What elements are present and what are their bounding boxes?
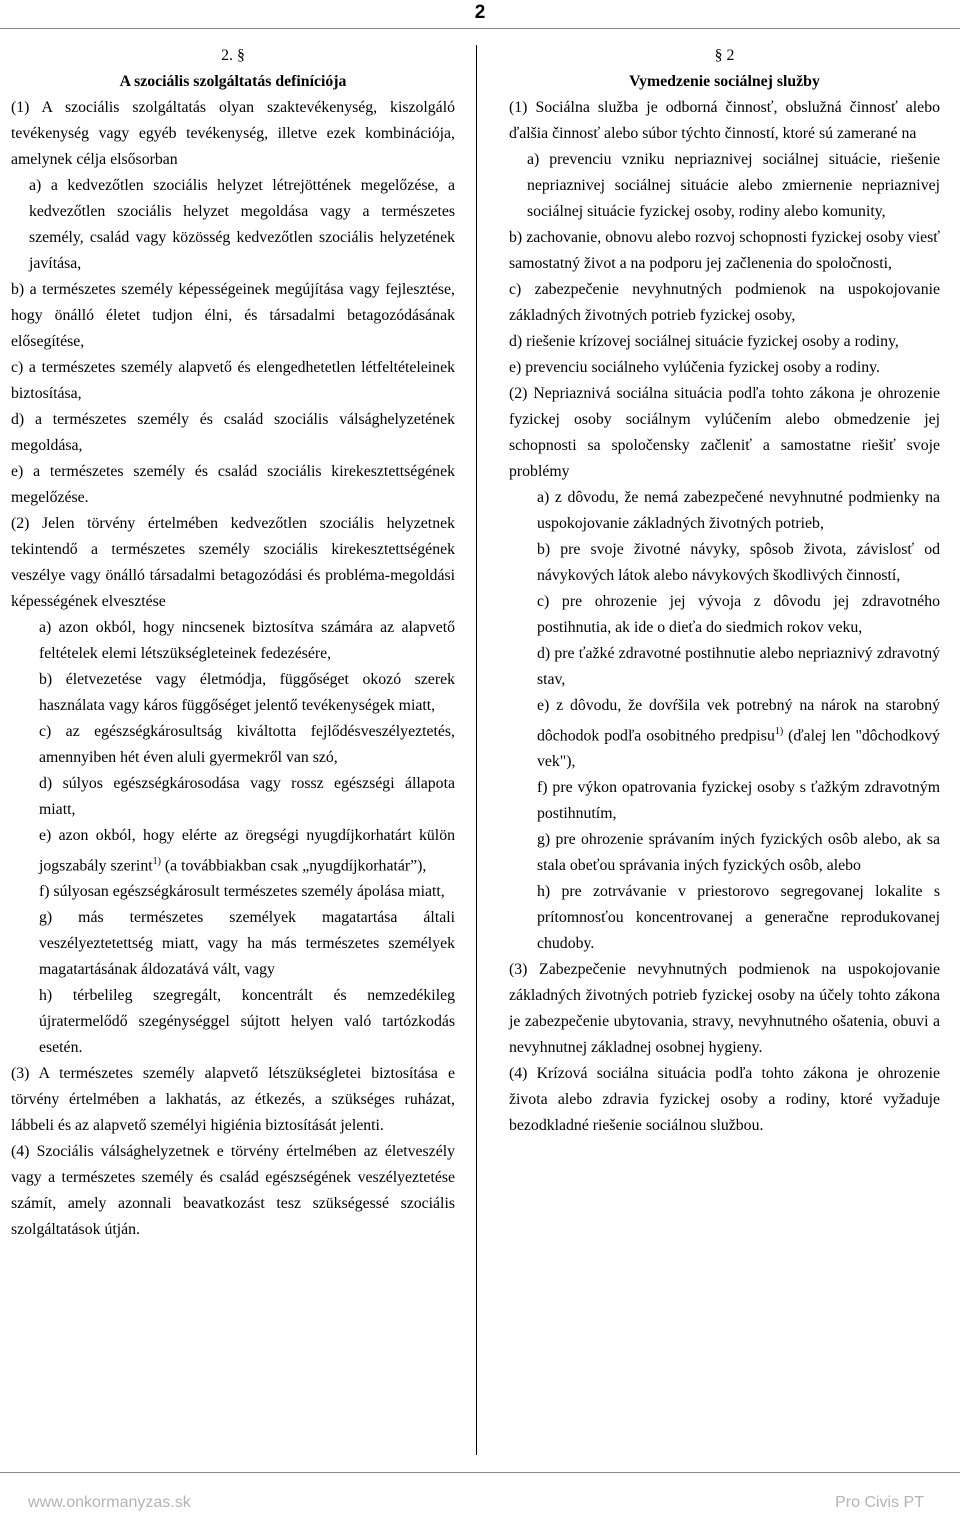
list-item: b) zachovanie, obnovu alebo rozvoj schopnosti fyzickej osoby viesť samostatný život a na podporu jej začlenenia do spoločnosti, (509, 229, 940, 272)
list-item (509, 693, 940, 775)
paragraph-1: (1) A szociális szolgáltatás olyan szaktevékenység, kiszolgáló tevékenység vagy egyéb tevékenység, illetve ezek kombinációja, amelynek célja elsősorban (11, 99, 455, 168)
list-item: b) életvezetése vagy életmódja, függőséget okozó szerek használata vagy káros függőséget jelentő tevékenységek miatt, (39, 671, 455, 714)
list-item: c) az egészségkárosultság kiváltotta fejlődésveszélyeztetés, amennyiben hét éven aluli gyermekről van szó, (39, 723, 455, 766)
paragraph-2: (2) Nepriaznivá sociálna situácia podľa tohto zákona je ohrozenie fyzickej osoby sociálnym vylúčením alebo obmedzenie jej schopnosti sa spoločensky začleniť a samostatne riešiť svoje problémy (509, 385, 940, 480)
list-item: f) pre výkon opatrovania fyzickej osoby s ťažkým zdravotným postihnutím, (537, 779, 940, 823)
list-item: a) a kedvezőtlen szociális helyzet létrejöttének megelőzése, a kedvezőtlen szociális helyzet megoldása vagy a természetes személy, család vagy közösség kedvezőtlen szociális helyzetének javítása, (29, 177, 455, 272)
section-title: Vymedzenie sociálnej služby (629, 73, 820, 90)
paragraph-4: (4) Szociális válsághelyzetnek e törvény értelmében az életveszély vagy a természetes személy és család egészségének veszélyeztetése számít, amely azonnali beavatkozást tesz szükségessé szociális szolgáltatások útján. (11, 1143, 455, 1239)
paragraph-1: (1) Sociálna služba je odborná činnosť, obslužná činnosť alebo ďalšia činnosť alebo súbor týchto činností, ktoré sú zamerané na (509, 99, 940, 142)
footer-website: www.onkormanyzas.sk (28, 1494, 191, 1511)
page-number: 2 (474, 2, 486, 23)
list-item: a) z dôvodu, že nemá zabezpečené nevyhnutné podmienky na uspokojovanie základných životných potrieb, (537, 489, 940, 532)
list-item: d) riešenie krízovej sociálnej situácie fyzickej osoby a rodiny, (509, 333, 899, 350)
paragraph-3: (3) Zabezpečenie nevyhnutných podmienok na uspokojovanie základných životných potrieb fyzickej osoby na účely tohto zákona je zabezpečenie ubytovania, stravy, nevyhnutného ošatenia, obuvi a nevyhnutnej základnej osobnej hygieny. (509, 961, 940, 1057)
section-number: 2. § (221, 47, 245, 64)
list-item: c) a természetes személy alapvető és elengedhetetlen létfeltételeinek biztosítása, (11, 359, 455, 402)
hungarian-column (11, 43, 455, 1243)
paragraph-2: (2) Jelen törvény értelmében kedvezőtlen szociális helyzetnek tekintendő a természetes személy szociális kirekesztettségének veszélye vagy önálló társadalmi betagozódási és probléma-megoldási képességének elvesztése (11, 515, 455, 610)
list-item-text: e) z dôvodu, že dovŕšila vek potrebný na nárok na starobný dôchodok podľa osobitného predpisu (537, 697, 940, 745)
column-divider (476, 45, 477, 1455)
list-item: a) azon okból, hogy nincsenek biztosítva számára az alapvető feltételek elemi létszükségleteinek fedezésére, (39, 619, 455, 662)
bottom-divider (0, 1472, 960, 1473)
slovak-column (509, 43, 940, 1139)
list-item: c) zabezpečenie nevyhnutných podmienok na uspokojovanie základných životných potrieb fyzickej osoby, (509, 281, 940, 324)
list-item: a) prevenciu vzniku nepriaznivej sociálnej situácie, riešenie nepriaznivej sociálnej situácie alebo zmiernenie nepriaznivej sociálnej situácie fyzickej osoby, rodiny alebo komunity, (527, 151, 940, 220)
footer-publisher: Pro Civis PT (835, 1494, 924, 1511)
list-item: d) pre ťažké zdravotné postihnutie alebo nepriaznivý zdravotný stav, (537, 645, 940, 688)
list-item: h) térbelileg szegregált, koncentrált és nemzedékileg újratermelődő szegénységgel sújtott helyen való tartózkodás esetén. (39, 987, 455, 1057)
list-item: e) a természetes személy és család szociális kirekesztettségének megelőzése. (11, 463, 455, 506)
list-item: c) pre ohrozenie jej vývoja z dôvodu jej zdravotného postihnutia, ak ide o dieťa do siedmich rokov veku, (537, 593, 940, 636)
list-item: f) súlyosan egészségkárosult természetes személy ápolása miatt, (39, 883, 445, 901)
list-item-tail: (a továbbiakban csak „nyugdíjkorhatár”), (160, 857, 427, 875)
list-item-text: e) azon okból, hogy elérte az öregségi nyugdíjkorhatárt külön jogszabály szerint (39, 827, 455, 875)
list-item: g) pre ohrozenie správaním iných fyzických osôb alebo, ak sa stala obeťou správania iných fyzických osôb, alebo (537, 831, 940, 875)
footnote-ref: 1) (774, 726, 784, 737)
paragraph-3: (3) A természetes személy alapvető létszükségletei biztosítása e törvény értelmében a lakhatás, az étkezés, a szükséges ruházat, lábbeli és az alapvető személyi higiénia biztosítását jelenti. (11, 1065, 455, 1135)
list-item-tail: (ďalej len "dôchodkový vek"), (537, 727, 940, 771)
list-item: g) más természetes személyek magatartása általi veszélyeztetettség miatt, vagy ha más természetes személyek magatartásának áldozatává vált, vagy (39, 909, 455, 979)
list-item: e) prevenciu sociálneho vylúčenia fyzickej osoby a rodiny. (509, 359, 880, 376)
paragraph-4: (4) Krízová sociálna situácia podľa tohto zákona je ohrozenie života alebo zdravia fyzickej osoby a rodiny, ktoré vyžaduje bezodkladné riešenie sociálnou službou. (509, 1065, 940, 1135)
list-item: d) súlyos egészségkárosodása vagy rossz egészségi állapota miatt, (39, 775, 455, 818)
footnote-ref: 1) (152, 856, 161, 867)
section-number: § 2 (714, 47, 735, 64)
list-item: b) a természetes személy képességeinek megújítása vagy fejlesztése, hogy önálló életet tudjon élni, és társadalmi betagozódásának elősegítése, (11, 281, 455, 350)
list-item: h) pre zotrvávanie v priestorovo segregovanej lokalite s prítomnosťou koncentrovanej a generačne reprodukovanej chudoby. (537, 883, 940, 953)
list-item: d) a természetes személy és család szociális válsághelyzetének megoldása, (11, 411, 455, 454)
top-divider (0, 28, 960, 29)
list-item: b) pre svoje životné návyky, spôsob života, závislosť od návykových látok alebo návykových škodlivých činností, (537, 541, 940, 584)
section-title: A szociális szolgáltatás definíciója (119, 73, 347, 90)
list-item (11, 823, 455, 879)
